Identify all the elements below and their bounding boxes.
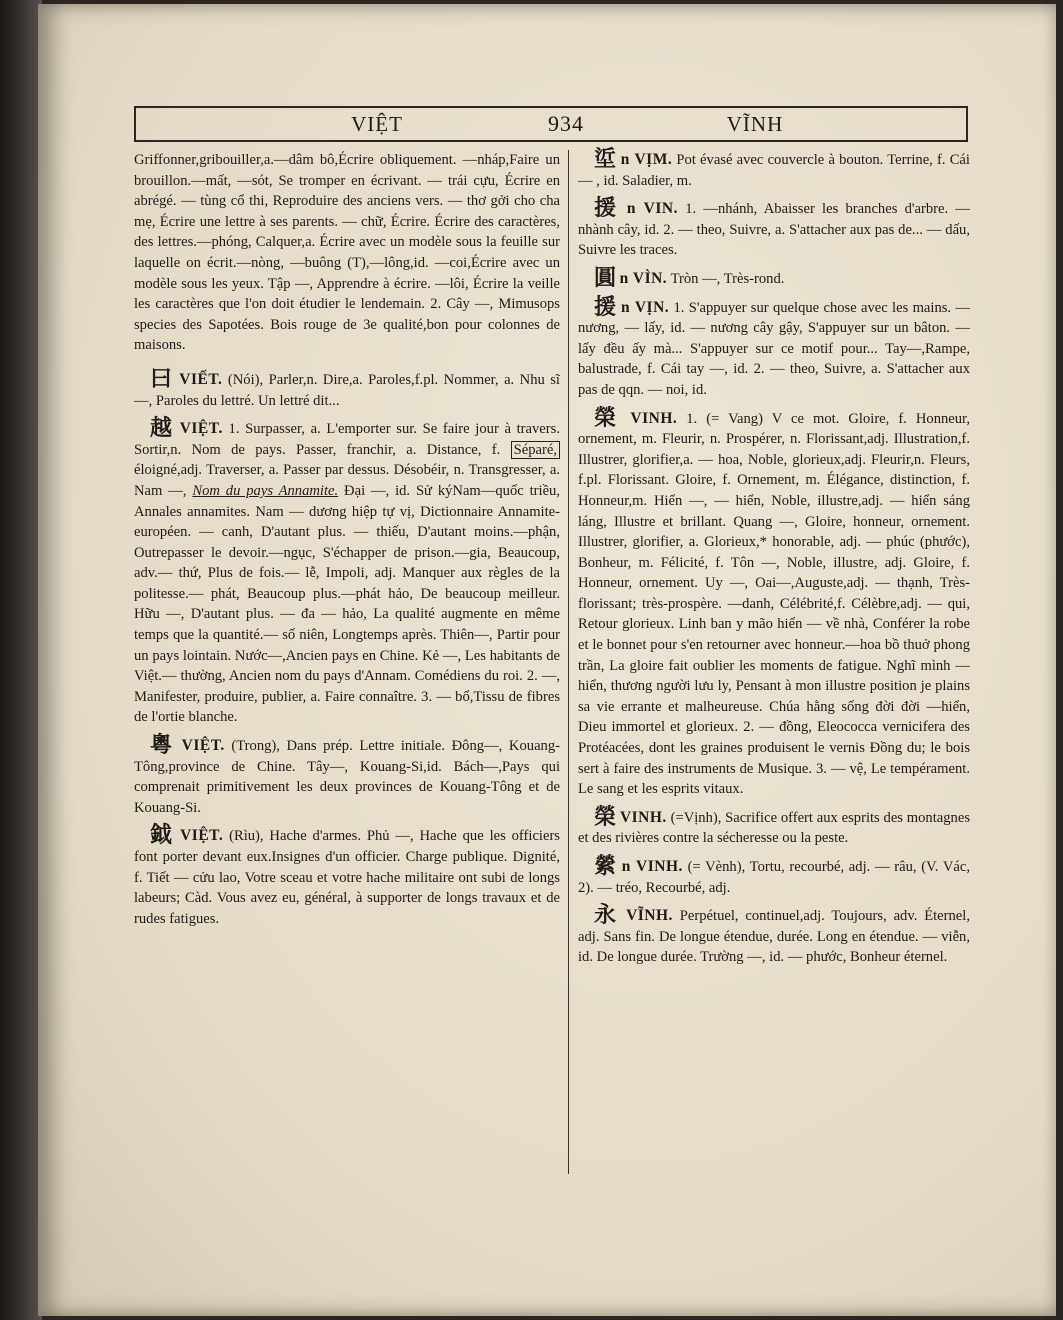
entry-text: Perpétuel, continuel,adj. Toujours, adv. Éternel, adj. Sans fin. De longue étendue, durée. Long en étendue. — viễn, id. De longue durée. Trường —, id. — phước, Bonheur éternel. xyxy=(578,908,970,966)
entry-text: 1. S'appuyer sur quelque chose avec les mains. — nương, — lấy, id. — nương cây gậy, S'appuyer sur un bâton. — lấy đều ấy mà... S'appuyer sur ce motif pour... Tay—,Rampe, balustrade, f. Cái tay —, id. 2. — theo, Suivre, a. S'attacher aux pas de qqn. — noi, id. xyxy=(578,299,970,398)
entry-text: (=Vịnh), Sacrifice offert aux esprits des montagnes et des rivières contre la sécheresse ou la peste. xyxy=(578,809,970,847)
continuation-text: Griffonner,gribouiller,a.—dâm bô,Écrire obliquement. —nháp,Faire un brouillon.—mất, —sót, Se tromper en écrivant. — trái cựu, Écrire en abrégé. — tùng cổ thi, Reproduire des anciens vers. — thơ gởi cho cha mẹ, Écrire une lettre à ses parents. — chữ, Écrire. Écrire des caractères, des lettres.—phóng, Calquer,a. Écrire avec un modèle sous la feuille sur laquelle on écrit.—nòng, —buông (T),—lông,id. —coi,Écrire avec un modèle sous les yeux. Tập —, Apprendre à écrire. —lôi, Écrire la veille les caractères que l'on doit étudier le lendemain. 2. Cây —, Mimusops species des Sapotées. Bois rouge de 3e qualité,bon pour colonnes de maisons. xyxy=(134,152,560,354)
entry-char: 榮 xyxy=(594,405,622,431)
entry-headword: n VIN. xyxy=(626,200,678,218)
book-spine xyxy=(0,0,42,1320)
entry-vim xyxy=(578,147,970,191)
entry-viet-axe xyxy=(134,823,560,929)
entry-char: 粵 xyxy=(150,733,175,759)
entry-vin-lean xyxy=(578,294,970,401)
entry-viet-speak xyxy=(134,366,560,411)
entry-text: Đại —, id. Sử kýNam—quốc triều, Annales annamites. Nam — dương hiệp tự vị, Dictionnaire Annamite-européen. — canh, D'autant plus. — thiếu, D'autant moins.—phận, Outrepasser le devoir.—ngục, S'échapper de prison.—gia, Beaucoup, adv.— thứ, Plus de fois.— lễ, Impoli, adj. Manquer aux règles de la politesse.— phát, Beaucoup plus.—phát hảo, De beaucoup meilleur. Hữu —, D'autant plus. — đa — hảo, La qualité augmente en même temps que la quantité.— số niên, Longtemps après. Thiên—, Partir pour un pays lointain. Nước—,Ancien pays en Chine. Kẻ —, Les habitants de Việt.— thường, Ancien nom du pays d'Annam. Comédiens du roi. 2. —, Manifester, produire, publier, a. Faire connaître. 3. — bổ,Tissu de fibres de l'ortie blanche. xyxy=(134,482,561,726)
boxed-annotation: Séparé, xyxy=(511,441,560,459)
column-divider xyxy=(568,150,569,1174)
entry-vinh-curved xyxy=(578,854,970,898)
entry-headword: VINH. xyxy=(630,409,678,427)
entry-headword: VIỆT. xyxy=(180,827,224,845)
entry-vin xyxy=(578,196,970,261)
entry-viet-surpass xyxy=(134,416,561,728)
entry-char: 圓 xyxy=(594,265,617,291)
entry-vinh-glory xyxy=(578,405,970,800)
page-header xyxy=(134,106,968,142)
entry-char: 鉞 xyxy=(150,823,175,849)
entry-text: (Trong), Dans prép. Lettre initiale. Đông—, Kouang-Tông,province de Chine. Tây—, Kouang-Si,id. Bách—,Pays qui comprenait primitivement les deux provinces de Kouang-Tông et de Kouang-Si. xyxy=(134,738,561,816)
entry-headword: VINH. xyxy=(619,808,667,826)
entry-text: Tròn —, Très-rond. xyxy=(670,270,785,287)
entry-vin-round xyxy=(578,265,970,291)
entry-viet-in xyxy=(134,733,561,818)
entry-char: 曰 xyxy=(150,366,174,392)
entry-text: éloigné,adj. Traverser, a. Passer par dessus. Désobéir, n. Transgresser, a. Nam —, xyxy=(134,462,560,499)
header-left-word: VIỆT xyxy=(351,111,403,136)
entry-headword: VIỆT. xyxy=(179,420,223,438)
entry-headword: VIẾT. xyxy=(179,370,223,388)
entry-headword: n VỊM. xyxy=(620,151,673,168)
entry-text: (Rìu), Hache d'armes. Phủ —, Hache que les officiers font porter devant eux.Insignes d'un officier. Charge publique. Dignité, f. Tiết — cửu lao, Votre sceau et votre hache militaire ont subi de longs labeurs; Càd. Vous avez eu, général, à supporter de longs travaux et de rudes fatigues. xyxy=(134,828,560,927)
left-column xyxy=(134,150,560,937)
entry-text: (Nói), Parler,n. Dire,a. Paroles,f.pl. Nommer, a. Nhu sĩ —, Paroles du lettré. Un lettré dit... xyxy=(134,371,560,409)
entry-text: 1. —nhánh, Abaisser les branches d'arbre. — nhành cây, id. 2. — theo, Suivre, a. S'attacher aux pas de... — dấu, Suivre les traces. xyxy=(578,201,970,259)
entry-char: 垽 xyxy=(594,147,617,172)
entry-vinh-eternal xyxy=(578,903,970,968)
entry-char: 越 xyxy=(150,416,175,442)
entry-headword: VĨNH. xyxy=(626,907,673,925)
right-column xyxy=(578,147,970,976)
entry-char: 永 xyxy=(594,903,620,929)
entry-char: 援 xyxy=(594,294,617,320)
header-right-word: VĨNH xyxy=(726,111,784,136)
entry-headword: n VỊN. xyxy=(620,298,670,316)
entry-char: 榮 xyxy=(594,804,617,830)
entry-headword: n VINH. xyxy=(621,858,683,875)
entry-headword: VIỆT. xyxy=(181,737,225,755)
entry-headword: n VÌN. xyxy=(619,269,668,287)
entry-char: 縈 xyxy=(594,854,618,879)
entry-text: (= Vènh), Tortu, recourbé, adj. — râu, (V. Vác, 2). — tréo, Recourbé, adj. xyxy=(578,859,970,896)
entry-text: 1. (= Vang) V ce mot. Gloire, f. Honneur, ornement, m. Fleurir, n. Prospérer, n. Florissant,adj. Illustration,f. Illustrer, glorifier,a. — hoa, Noble, glorieux,adj. Fleurir,n. Fleurs, f.pl. Florissant. Gloire, f. Ornement, m. Élégance, distinction, f. Honneur,m. Hiển —, — hiển, Noble, illustre,adj. — hiển sáng láng, Illustre et brillant. Quang —, Gloire, honneur, ornement. Illustrer, glorifier, a. Glorieux,* honorable, adj. — phúc (phước), Bonheur, m. Félicité, f. Tôn —, Noble, illustre, adj. Gloire, f. Honneur, ornement. Uy —, Oai—,Auguste,adj. — thạnh, Très-florissant; très-prospère. —danh, Célébrité,f. Célèbre,adj. — qui, Retour glorieux. Linh ban y mão hiển — về nhà, Conférer la robe et le bonnet pour s'en retourner avec honneur.—hoa bồ thuở phong trần, La gloire fait oublier les moments de fatigue. Nghĩ mình — hiển, thương người lưu ly, Pensant à mon illustre position je plains sa vie errante et malheureuse. Chúa hằng sống đời đời —hiển, Dieu immortel et glorieux. 2. — đồng, Eleococca vernicifera des Protéacées, dont les graines produisent le vernis Đồng du; le bois sert à faire des instruments de Musique. 3. — vệ, Le tempérament. Le sang et les esprits vitaux. xyxy=(578,410,970,798)
entry-text: 1. Surpasser, a. L'emporter sur. Se faire jour à travers. Sortir,n. Nom de pays. Passer, franchir, a. Distance, f. xyxy=(134,421,560,458)
entry-text: Pot évasé avec couvercle à bouton. Terrine, f. Cái— , id. Saladier, m. xyxy=(578,152,970,189)
entry-char: 援 xyxy=(594,196,620,222)
entry-vinh-sacrifice xyxy=(578,804,970,849)
underlined-annotation: Nom du pays Annamite. xyxy=(192,482,339,499)
page-number: 934 xyxy=(548,111,584,136)
